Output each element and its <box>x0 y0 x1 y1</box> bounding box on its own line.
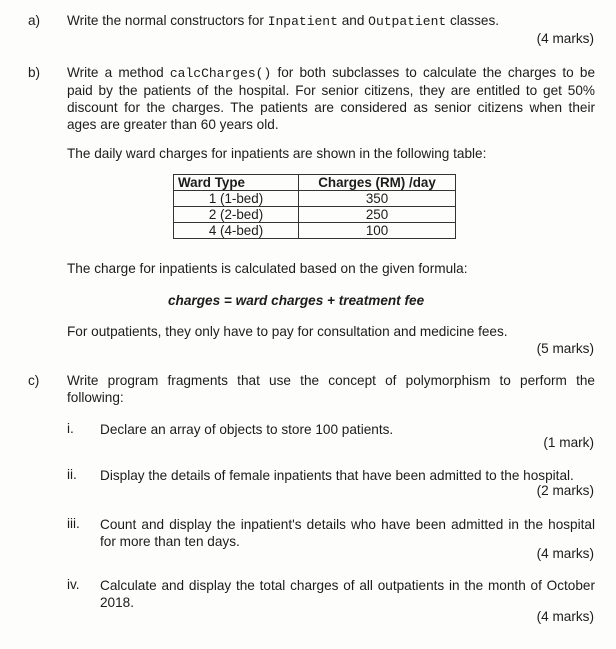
table-cell-charge: 250 <box>299 207 456 223</box>
marks-c-ii: (2 marks) <box>536 483 594 498</box>
code-inpatient: Inpatient <box>267 14 338 29</box>
table-cell-ward: 2 (2-bed) <box>174 207 299 223</box>
marks-c-iv: (4 marks) <box>536 609 594 624</box>
subquestion-text-iii: Count and display the inpatient's details who have been admitted in the hospital for more than ten days. <box>100 517 595 549</box>
question-a-text-before: Write the normal constructors for <box>67 13 268 28</box>
subquestion-number-iii: iii. <box>67 516 80 531</box>
question-b-p1-before: Write a method <box>67 65 170 80</box>
subquestion-text-ii: Display the details of female inpatients that have been admitted to the hospital. <box>100 468 574 483</box>
question-b-p1-after: for both subclasses to calculate the charges to be paid by the patients of the hospital. For senior citizens, they are entitled to get 50% discount for the charges. The patients are considered as senior citizens when their ages are greater than 60 years old. <box>67 65 596 132</box>
table-cell-ward: 1 (1-bed) <box>174 191 299 207</box>
table-header-charges: Charges (RM) /day <box>299 175 456 191</box>
marks-c-i: (1 mark) <box>543 435 594 450</box>
table-cell-ward: 4 (4-bed) <box>174 223 299 239</box>
question-c-intro: Write program fragments that use the concept of polymorphism to perform the following: <box>67 373 595 405</box>
question-a-text-mid: and <box>337 13 369 28</box>
code-outpatient: Outpatient <box>368 14 447 29</box>
question-b-paragraph-2: The daily ward charges for inpatients are shown in the following table: <box>67 146 487 161</box>
table-row <box>174 207 456 223</box>
table-row <box>174 223 456 239</box>
subquestion-number-ii: ii. <box>67 467 77 482</box>
table-row <box>174 191 456 207</box>
table-cell-charge: 100 <box>299 223 456 239</box>
subquestion-number-i: i. <box>67 421 74 436</box>
question-label-b: b) <box>28 65 41 80</box>
subquestion-text-i: Declare an array of objects to store 100 patients. <box>100 422 394 437</box>
question-b-paragraph-3: The charge for inpatients is calculated based on the given formula: <box>67 261 468 276</box>
code-calccharges: calcCharges() <box>169 66 272 81</box>
ward-charges-table <box>173 174 456 239</box>
subquestion-number-iv: iv. <box>67 577 80 592</box>
marks-a: (4 marks) <box>536 31 594 46</box>
table-header-ward-type: Ward Type <box>174 175 299 191</box>
question-b-paragraph-1 <box>67 64 595 133</box>
subquestion-text-iv: Calculate and display the total charges of all outpatients in the month of October 2018. <box>100 578 595 610</box>
question-label-c: c) <box>28 373 40 388</box>
question-a-text-after: classes. <box>446 13 500 28</box>
marks-b: (5 marks) <box>536 341 594 356</box>
question-label-a: a) <box>28 13 41 28</box>
table-header-row <box>174 175 456 191</box>
question-a-text <box>67 13 499 29</box>
charges-formula: charges = ward charges + treatment fee <box>168 293 425 308</box>
question-b-paragraph-4: For outpatients, they only have to pay for consultation and medicine fees. <box>67 324 508 339</box>
table-cell-charge: 350 <box>299 191 456 207</box>
marks-c-iii: (4 marks) <box>536 546 594 561</box>
